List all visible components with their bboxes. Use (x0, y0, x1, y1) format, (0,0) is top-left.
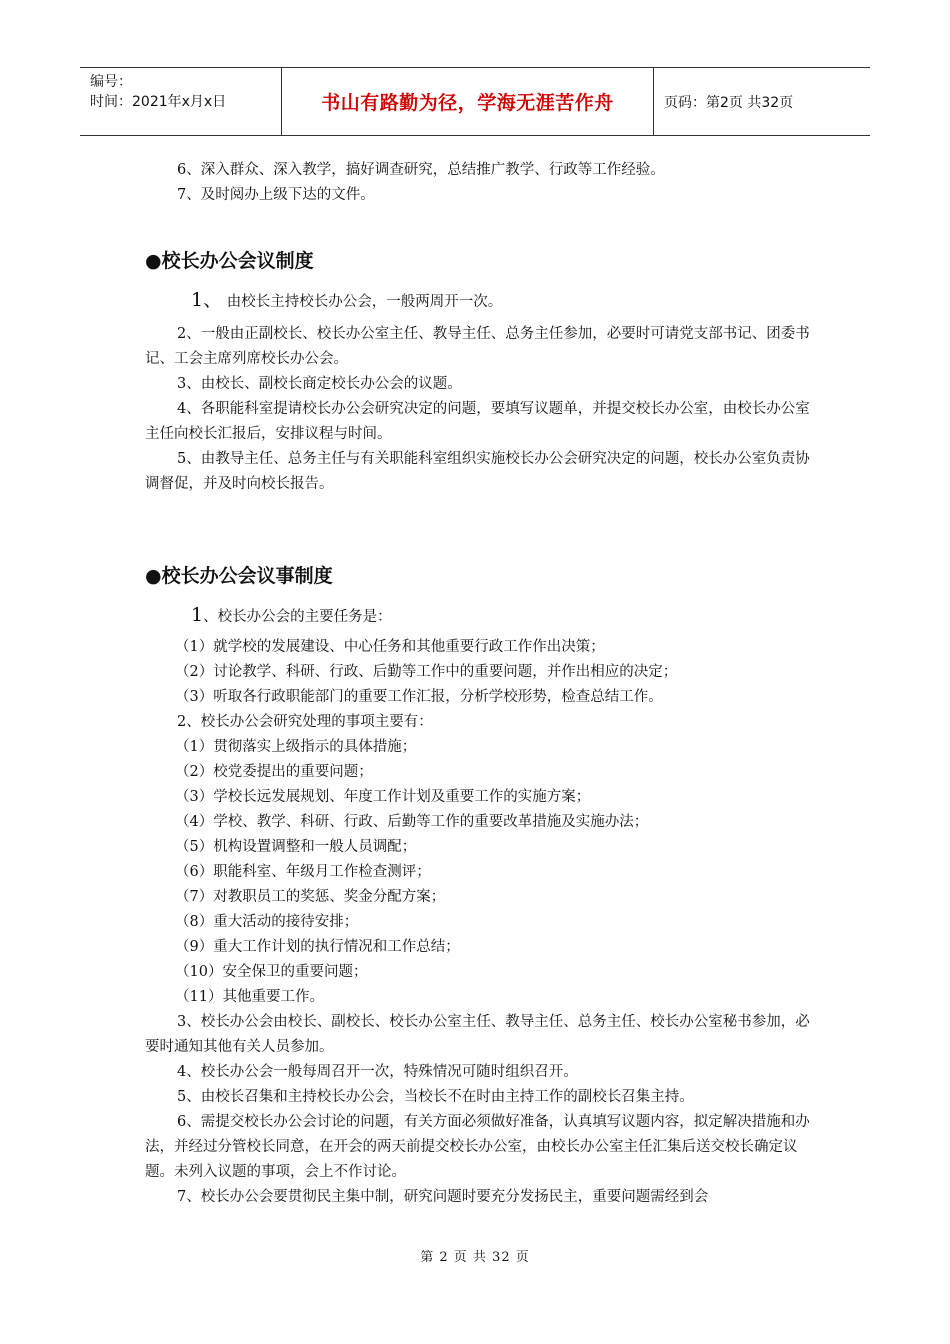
matter-item: （6）职能科室、年级月工作检查测评； (175, 864, 431, 880)
header-number-label: 编号： (90, 74, 132, 90)
task-item: （3）听取各行政职能部门的重要工作汇报，分析学校形势，检查总结工作。 (175, 689, 663, 705)
task-item: （2）讨论教学、科研、行政、后勤等工作中的重要问题，并作出相应的决定； (175, 664, 678, 680)
task-item: （1）就学校的发展建设、中心任务和其他重要行政工作作出决策； (175, 639, 605, 655)
section-heading: ●校长办公会议制度 (145, 250, 314, 272)
section1-item: 3、由校长、副校长商定校长办公会的议题。 (177, 376, 462, 392)
page-footer: 第 2 页 共 32 页 (420, 1250, 530, 1265)
matter-item: （3）学校长远发展规划、年度工作计划及重要工作的实施方案； (175, 789, 591, 805)
matter-item: （2）校党委提出的重要问题； (175, 764, 373, 780)
intro-item: 6、深入群众、深入教学，搞好调查研究，总结推广教学、行政等工作经验。 (177, 162, 665, 178)
matter-item: （4）学校、教学、科研、行政、后勤等工作的重要改革措施及实施办法； (175, 814, 649, 830)
matter-item: （10）安全保卫的重要问题； (175, 964, 368, 980)
section2-item: 4、校长办公会一般每周召开一次，特殊情况可随时组织召开。 (177, 1064, 578, 1080)
matter-item: （7）对教职员工的奖惩、奖金分配方案； (175, 889, 446, 905)
section2-item-1-text: 、校长办公会的主要任务是： (203, 609, 392, 625)
header-meta (80, 68, 281, 135)
document-header (80, 67, 870, 136)
document-body (145, 158, 810, 1210)
section-heading: ●校长办公会议事制度 (145, 565, 333, 587)
section1-item-1 (145, 286, 810, 316)
section1-item: 5、由教导主任、总务主任与有关职能科室组织实施校长办公会研究决定的问题，校长办公室负责协调督促，并及时向校长报告。 (145, 451, 810, 492)
section1-item: 4、各职能科室提请校长办公会研究决定的问题，要填写议题单，并提交校长办公室，由校长办公室主任向校长汇报后，安排议程与时间。 (145, 401, 810, 442)
matter-item: （1）贯彻落实上级指示的具体措施； (175, 739, 417, 755)
section2-item-2: 2、校长办公会研究处理的事项主要有： (177, 714, 433, 730)
matter-item: （8）重大活动的接待安排； (175, 914, 359, 930)
matter-item: （11）其他重要工作。 (175, 989, 324, 1005)
section1-item-1-text: 由校长主持校长办公会，一般两周开一次。 (226, 294, 503, 310)
section2-item: 3、校长办公会由校长、副校长、校长办公室主任、教导主任、总务主任、校长办公室秘书参加，必要时通知其他有关人员参加。 (145, 1014, 810, 1055)
section2-item-1 (145, 601, 810, 631)
section2-item: 6、需提交校长办公会讨论的问题，有关方面必须做好准备，认真填写议题内容，拟定解决措施和办法，并经过分管校长同意，在开会的两天前提交校长办公室，由校长办公室主任汇集后送交校长确定议题。未列入议题的事项，会上不作讨论。 (145, 1114, 810, 1180)
matter-item: （9）重大工作计划的执行情况和工作总结； (175, 939, 460, 955)
header-motto: 书山有路勤为径，学海无涯苦作舟 (281, 68, 654, 135)
matter-item: （5）机构设置调整和一般人员调配； (175, 839, 417, 855)
header-time-label: 时间：2021年x月x日 (90, 94, 227, 110)
section1-item-1-num: 1、 (191, 289, 223, 311)
intro-item: 7、及时阅办上级下达的文件。 (177, 187, 375, 203)
section2-item: 5、由校长召集和主持校长办公会，当校长不在时由主持工作的副校长召集主持。 (177, 1089, 694, 1105)
section1-item: 2、一般由正副校长、校长办公室主任、教导主任、总务主任参加，必要时可请党支部书记、团委书记、工会主席列席校长办公会。 (145, 326, 810, 367)
header-page-label: 页码：第2页 共32页 (664, 94, 794, 111)
section2-item-1-num: 1 (191, 604, 204, 626)
section2-item: 7、校长办公会要贯彻民主集中制，研究问题时要充分发扬民主，重要问题需经到会 (177, 1189, 709, 1205)
